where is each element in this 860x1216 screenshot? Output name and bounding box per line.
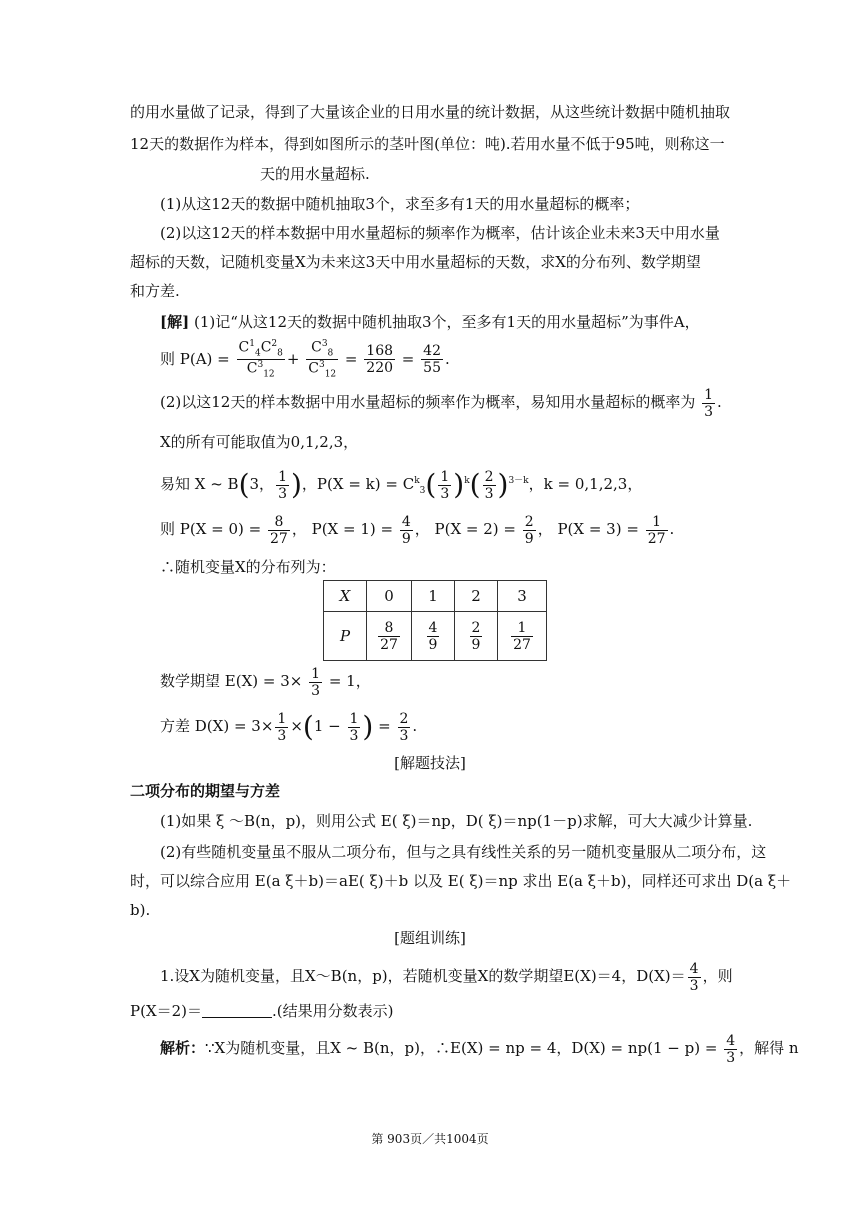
answer-label: 解析： [160,1039,206,1057]
exercise-1-text: 1.设X为随机变量，且X～B(n，p)，若随机变量X的数学期望E(X)＝4，D(X)＝ [160,967,686,985]
problem-line-2: 12天的数据作为样本，得到如图所示的茎叶图(单位：吨).若用水量不低于95吨，则称这一 [130,135,725,153]
den-220: 220 [366,360,394,377]
question-2-b: 超标的天数，记随机变量X为未来这3天中用水量超标的天数，求X的分布列、数学期望 [130,253,701,271]
den-55: 55 [423,360,441,377]
num-168: 168 [366,343,394,360]
table-cell: X [324,581,367,612]
combination-fraction-2: $\frac{C^3_8}{C^3_{12}}$ [308,339,337,380]
probabilities-line: 则 P(X = 0) = $\frac{8}{27}$ ， P(X = 1) = $\frac{4}{9}$ ， P(X = 2) = $\frac{2}{9}$ ， P(X = 3) = $\frac{1}{27}$ . [160,513,675,547]
cell-den: 9 [428,636,438,653]
exercise-heading: [题组训练] [394,929,466,947]
distribution-table [323,580,547,661]
solution-line-1 [160,311,700,333]
expectation-line: 数学期望 E(X) = 3× $\frac{1}{3}$ = 1， [160,665,371,699]
solution-values: X的所有可能取值为0,1,2,3， [160,433,359,451]
cell-den: 27 [513,636,531,653]
table-cell [367,612,412,661]
fraction-one-third: $\frac{1}{3}$ [704,386,714,420]
solution-prob-a: 则 P(A) = $\frac{C^1_4C^2_8}{C^3_{12}}$ + $\frac{C^3_8}{C^3_{12}}$ = $\frac{168}{220}$ = $\frac{42}{55}$ . [160,339,450,380]
expectation-tail: = 1， [328,672,371,690]
cell-num: 8 [378,621,400,637]
table-cell [498,612,547,661]
equals-2: = [401,349,415,368]
exercise-1-note: .(结果用分数表示) [272,1002,394,1020]
problem-line-1: 的用水量做了记录，得到了大量该企业的日用水量的统计数据，从这些统计数据中随机抽取 [130,103,731,121]
answer-blank[interactable] [202,1017,272,1018]
answer-text: ∵X为随机变量，且X ~ B(n，p)，∴E(X) = np = 4，D(X) = np(1 − p) = [205,1039,718,1057]
answer-line: 解析：∵X为随机变量，且X ~ B(n，p)，∴E(X) = np = 4，D(X) = np(1 − p) = $\frac{4}{3}$ ，解得 n [160,1032,799,1066]
problem-line-3: 天的用水量超标. [260,165,370,183]
tip-2-c: b). [130,901,151,919]
variance-tail: = [378,717,391,735]
variance-line: 方差 D(X) = 3× $\frac{1}{3}$ ×(1 − $\frac{1}{3}$ ) = $\frac{2}{3}$ . [160,710,418,744]
fraction-168-220 [364,344,395,375]
tip-2-a: (2)有些随机变量虽不服从二项分布，但与之具有线性关系的另一随机变量服从二项分布，这 [160,843,767,861]
table-cell: P [324,612,367,661]
page-footer: 第 903页／共1004页 [371,1132,489,1146]
tips-subheading: 二项分布的期望与方差 [130,782,281,800]
cell-den: 9 [471,636,481,653]
part2-text: (2)以这12天的样本数据中用水量超标的频率作为概率，易知用水量超标的概率为 [160,393,696,411]
cell-num: 2 [471,619,481,636]
table-cell: 0 [367,581,412,612]
binomial-line: 易知 X ~ B(3， $\frac{1}{3}$ )，$P(X = k) = C^k_3$( $\frac{1}{3}$ )$^k$( $\frac{2}{3}$ )$^{3-k}$，k = 0,1,2,3， [160,468,643,502]
prob-prefix: 则 P(X = 0) = [160,520,262,538]
table-row [324,581,547,612]
solution-tag: [解] [160,313,190,331]
table-cell [455,612,498,661]
tip-2-b: 时，可以综合应用 E(a ξ＋b)＝aE( ξ)＋b 以及 E( ξ)＝np 求出 E(a ξ＋b)，同样还可求出 D(a ξ＋ [130,872,792,890]
exercise-1-tail: ，则 [702,967,733,985]
answer-tail: ，解得 n [739,1039,799,1057]
variance-prefix: 方差 D(X) = 3× [160,717,274,735]
binomial-tail: ，k = 0,1,2,3， [528,475,643,493]
tips-heading: [解题技法] [394,754,466,772]
exercise-1-line-a: 1.设X为随机变量，且X～B(n，p)，若随机变量X的数学期望E(X)＝4，D(X)＝ $\frac{4}{3}$ ，则 [160,960,733,994]
table-row [324,612,547,661]
binomial-mid: ，P(X = k) = C [301,475,415,493]
solution-part2: (2)以这12天的样本数据中用水量超标的频率作为概率，易知用水量超标的概率为 $\frac{1}{3}$ . [160,386,722,420]
cell-den: 27 [380,636,398,653]
exercise-1-prefix: P(X＝2)＝ [130,1002,203,1020]
question-2-a: (2)以这12天的样本数据中用水量超标的频率作为概率，估计该企业未来3天中用水量 [160,224,720,242]
equals-1: = [344,349,358,368]
table-cell: 2 [455,581,498,612]
cell-num: 4 [428,619,438,636]
question-1: (1)从这12天的数据中随机抽取3个，求至多有1天的用水量超标的概率； [160,195,640,213]
exercise-1-line-b [130,1000,394,1022]
num-42: 42 [423,343,441,360]
combination-fraction-1: $\frac{C^1_4C^2_8}{C^3_{12}}$ [238,339,283,380]
table-cell: 1 [412,581,455,612]
fraction-42-55 [421,344,443,375]
question-2-c: 和方差. [130,282,180,300]
tip-1: (1)如果 ξ ～B(n，p)，则用公式 E( ξ)＝np，D( ξ)＝np(1－p)求解，可大大减少计算量. [160,812,753,830]
cell-num: 1 [511,621,533,637]
expectation-prefix: 数学期望 E(X) = 3× [160,672,303,690]
table-cell: 3 [498,581,547,612]
prob-a-prefix: 则 P(A) = [160,349,230,368]
table-cell [412,612,455,661]
binomial-prefix: 易知 X ~ B [160,475,239,493]
distribution-intro: ∴随机变量X的分布列为： [160,558,336,576]
solution-part1: (1)记“从这12天的数据中随机抽取3个，至多有1天的用水量超标”为事件A， [193,313,700,331]
